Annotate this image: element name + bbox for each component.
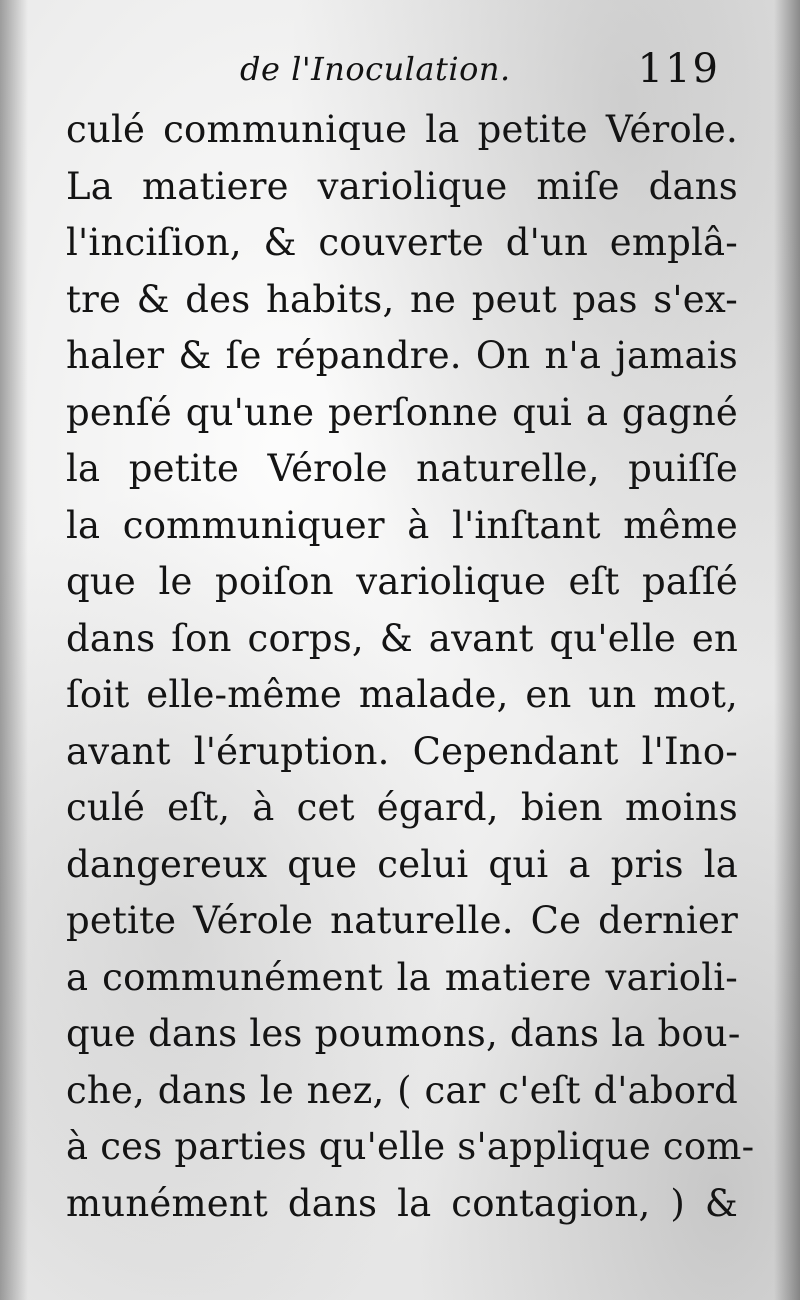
text-line: penſé qu'une perſonne qui a gagné [66,390,738,434]
text-line: que le poiſon variolique eſt paſſé [66,560,738,603]
text-line: à ces parties qu'elle s'applique com- [66,1125,755,1168]
text-line: haler & ſe répandre. On n'a jamais [66,334,738,377]
text-line: a communément la matiere varioli- [66,955,738,999]
text-line: ſoit elle-même malade, en un mot, [66,673,738,716]
text-line: La matiere variolique miſe dans [66,164,738,208]
page-header [240,46,720,96]
text-line: che, dans le nez, ( car c'eſt d'abord [66,1068,738,1112]
page-edge-shadow-left [0,0,28,1300]
text-line: que dans les poumons, dans la bou- [66,1012,741,1055]
text-line: la communiquer à l'inſtant même [66,503,738,547]
text-line: culé communique la petite Vérole. [66,108,738,151]
text-line: dans ſon corps, & avant qu'elle en [66,616,738,660]
text-line: la petite Vérole naturelle, puiſſe [66,447,738,490]
text-line: l'inciſion, & couverte d'un emplâ- [66,221,738,264]
text-line: tre & des habits, ne peut pas s'ex- [66,277,738,321]
page-number: 119 [637,46,720,92]
text-line: culé eſt, à cet égard, bien moins [66,786,738,829]
text-line: petite Vérole naturelle. Ce dernier [66,899,738,942]
text-line: munément dans la contagion, ) & [66,1181,738,1225]
page-edge-shadow-right [774,0,800,1300]
text-line: dangereux que celui qui a pris la [66,842,738,886]
running-head: de l'Inoculation. [240,50,511,88]
body-text [66,102,755,1232]
text-line: avant l'éruption. Cependant l'Ino- [66,729,738,773]
